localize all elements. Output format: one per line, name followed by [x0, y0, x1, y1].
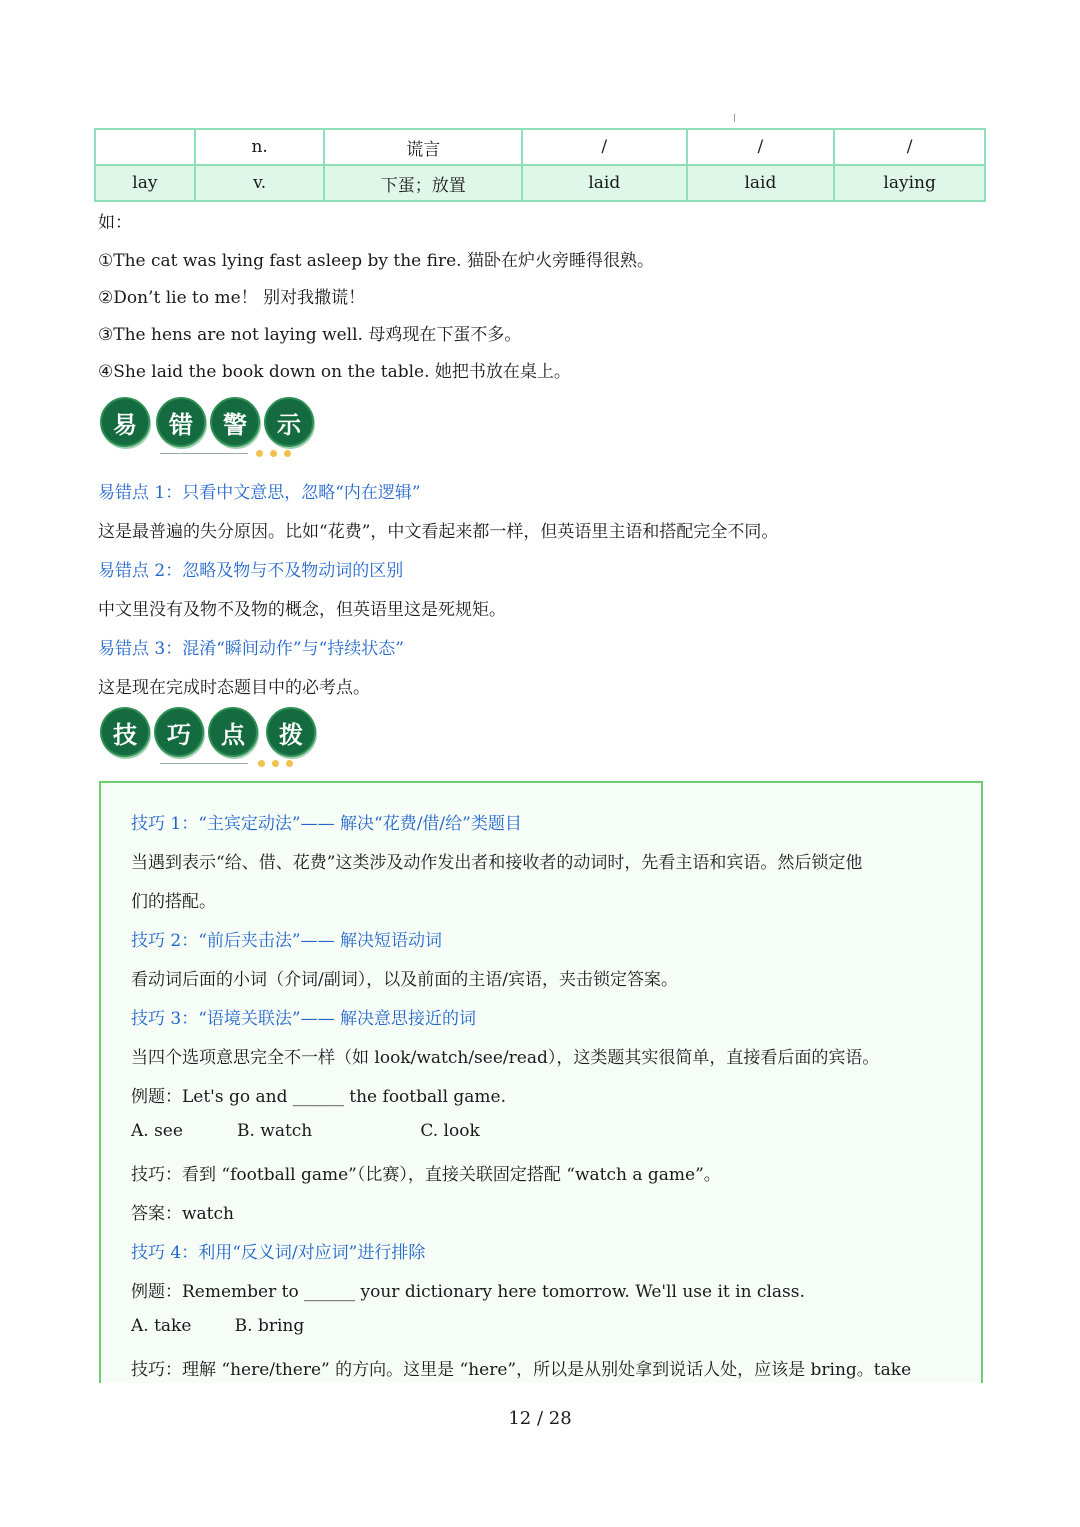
banner-badge: 示	[264, 397, 314, 447]
mistake-heading: 易错点 1：只看中文意思，忽略“内在逻辑”	[98, 483, 421, 503]
example-sentence: ②Don’t lie to me！ 别对我撒谎！	[98, 288, 366, 308]
banner-dot	[272, 760, 279, 767]
tip-text: 看动词后面的小词（介词/副词），以及前面的主语/宾语，夹击锁定答案。	[131, 970, 678, 990]
mistake-text: 这是最普遍的失分原因。比如“花费”，中文看起来都一样，但英语里主语和搭配完全不同。	[98, 522, 779, 542]
page-number: 12 / 28	[508, 1408, 572, 1429]
table-cell: /	[522, 129, 687, 165]
vocab-table	[94, 128, 986, 202]
banner-badge: 易	[100, 397, 150, 447]
mistake-heading: 易错点 2：忽略及物与不及物动词的区别	[98, 561, 404, 581]
tip-text: 答案：watch	[131, 1204, 234, 1224]
tip-text: 例题：Let's go and ______ the football game.	[131, 1087, 507, 1107]
tip-text: 例题：Remember to ______ your dictionary here tomorrow. We'll use it in class.	[131, 1282, 805, 1302]
tips-box	[99, 781, 983, 1383]
table-cell	[95, 129, 195, 165]
banner-dot	[258, 760, 265, 767]
banner-badge: 巧	[154, 707, 204, 757]
table-cell: lay	[95, 165, 195, 201]
example-sentence: ③The hens are not laying well. 母鸡现在下蛋不多。	[98, 325, 522, 345]
banner-badge: 拨	[266, 707, 316, 757]
tip-text: 当遇到表示“给、借、花费”这类涉及动作发出者和接收者的动词时，先看主语和宾语。然后锁定他	[131, 853, 863, 873]
table-cell: /	[687, 129, 835, 165]
tip-heading: 技巧 2：“前后夹击法”—— 解决短语动词	[131, 931, 443, 951]
mistake-text: 中文里没有及物不及物的概念，但英语里这是死规矩。	[98, 600, 506, 620]
banner-dot	[284, 450, 291, 457]
tip-text: A. take B. bring	[131, 1316, 305, 1336]
tip-text: 当四个选项意思完全不一样（如 look/watch/see/read），这类题其实很简单，直接看后面的宾语。	[131, 1048, 880, 1068]
tip-text: A. see B. watch C. look	[131, 1121, 480, 1141]
banner-dot	[270, 450, 277, 457]
banner-badge: 错	[156, 397, 206, 447]
tip-heading: 技巧 1：“主宾定动法”—— 解决“花费/借/给”类题目	[131, 814, 522, 834]
banner-badge: 警	[210, 397, 260, 447]
mistake-text: 这是现在完成时态题目中的必考点。	[98, 678, 370, 698]
banner-badge: 技	[100, 707, 150, 757]
table-row	[95, 165, 985, 201]
example-sentence: ④She laid the book down on the table. 她把书放在桌上。	[98, 362, 571, 382]
mistake-heading: 易错点 3：混淆“瞬间动作”与“持续状态”	[98, 639, 404, 659]
tip-text: 们的搭配。	[131, 892, 216, 912]
banner-rule	[160, 453, 248, 454]
table-cell: laid	[687, 165, 835, 201]
table-cell: laying	[834, 165, 985, 201]
table-cell: 谎言	[324, 129, 522, 165]
table-cell: 下蛋；放置	[324, 165, 522, 201]
banner-dot	[286, 760, 293, 767]
tip-text: 技巧：看到 “football game”（比赛），直接关联固定搭配 “watch a game”。	[131, 1165, 721, 1185]
table-row	[95, 129, 985, 165]
table-cell: laid	[522, 165, 687, 201]
banner-dot	[256, 450, 263, 457]
tip-text: 技巧：理解 “here/there” 的方向。这里是 “here”，所以是从别处拿到说话人处，应该是 bring。take	[131, 1360, 912, 1380]
table-cell: /	[834, 129, 985, 165]
table-cell: v.	[195, 165, 325, 201]
banner-rule	[160, 763, 248, 764]
tip-heading: 技巧 4：利用“反义词/对应词”进行排除	[131, 1243, 426, 1263]
example-sentence: ①The cat was lying fast asleep by the fire. 猫卧在炉火旁睡得很熟。	[98, 251, 654, 271]
banner-badge: 点	[208, 707, 258, 757]
page-mark	[734, 114, 735, 122]
examples-intro: 如：	[98, 213, 132, 233]
table-cell: n.	[195, 129, 325, 165]
tip-heading: 技巧 3：“语境关联法”—— 解决意思接近的词	[131, 1009, 477, 1029]
